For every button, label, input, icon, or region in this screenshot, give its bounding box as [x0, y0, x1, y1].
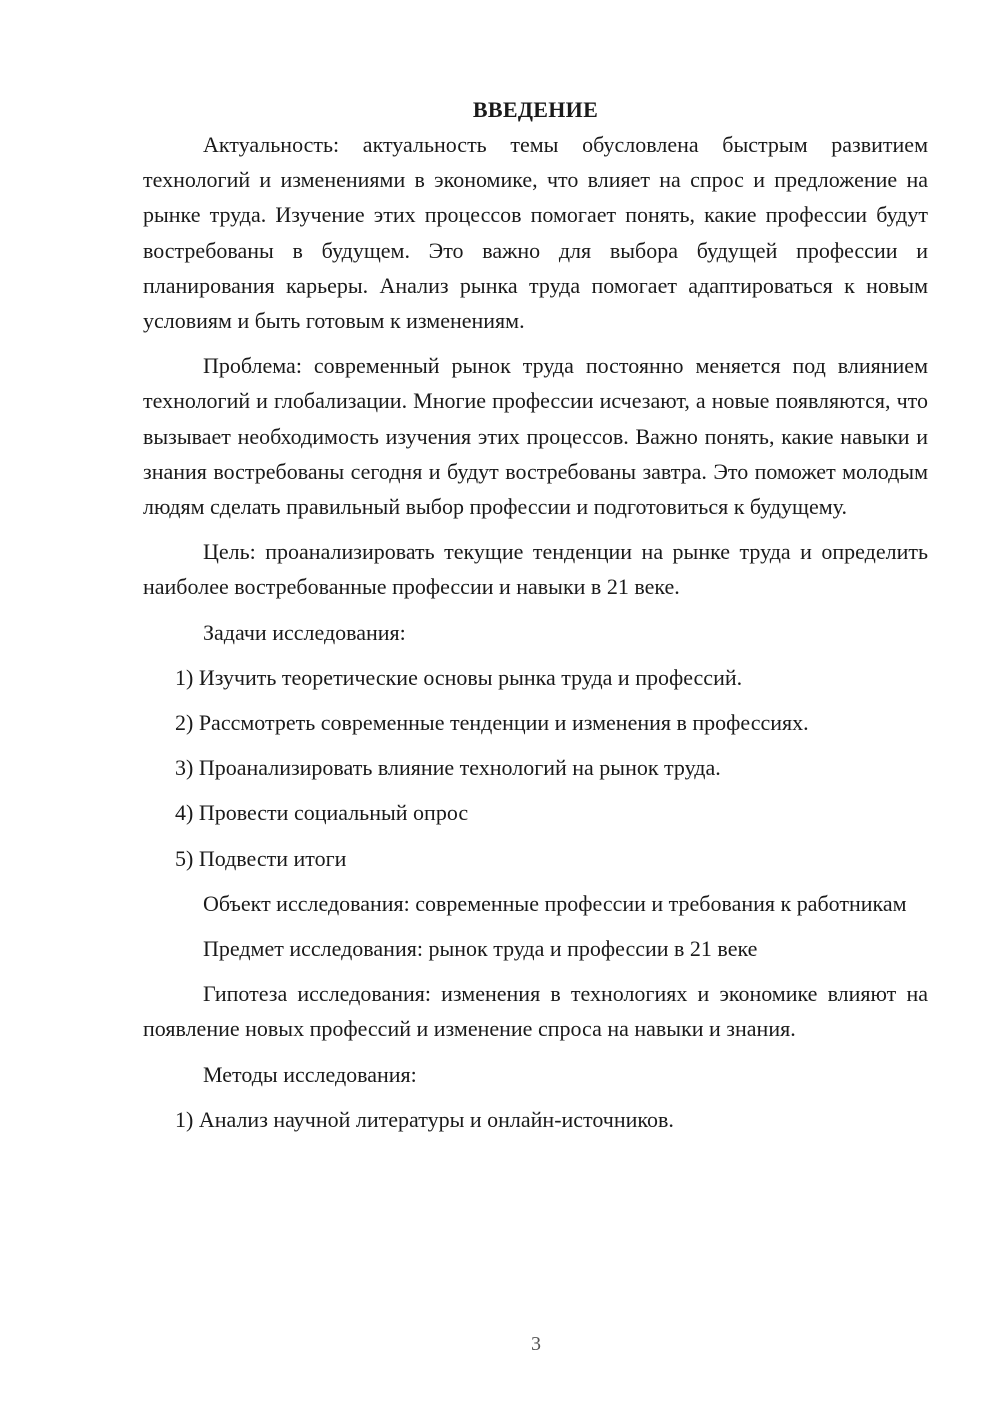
- task-item-2: 2) Рассмотреть современные тенденции и изменения в профессиях.: [175, 710, 809, 736]
- methods-heading: Методы исследования:: [203, 1061, 417, 1087]
- task-item-5: 5) Подвести итоги: [175, 845, 347, 871]
- problem-paragraph: Проблема: современный рынок труда постоянно меняется под влиянием технологий и глобализации. Многие профессии исчезают, а новые появляются, что вызывает необходимость изучения этих процессов. Важно понять, какие навыки и знания востребованы сегодня и будут востребованы завтра. Это поможет молодым людям сделать правильный выбор профессии и подготовиться к будущему.: [143, 353, 928, 520]
- method-item-1: 1) Анализ научной литературы и онлайн-источников.: [175, 1106, 674, 1132]
- hypothesis-paragraph: Гипотеза исследования: изменения в технологиях и экономике влияют на появление новых профессий и изменение спроса на навыки и знания.: [143, 981, 928, 1042]
- section-title: ВВЕДЕНИЕ: [472, 97, 599, 122]
- task-item-4: 4) Провести социальный опрос: [175, 800, 469, 826]
- goal-paragraph: Цель: проанализировать текущие тенденции на рынке труда и определить наиболее востребованные профессии и навыки в 21 веке.: [143, 539, 928, 600]
- tasks-heading: Задачи исследования:: [203, 619, 406, 645]
- relevance-paragraph: Актуальность: актуальность темы обусловлена быстрым развитием технологий и изменениями в экономике, что влияет на спрос и предложение на рынке труда. Изучение этих процессов помогает понять, какие профессии будут востребованы в будущем. Это важно для выбора будущей профессии и планирования карьеры. Анализ рынка труда помогает адаптироваться к новым условиям и быть готовым к изменениям.: [143, 132, 928, 334]
- document-page: [143, 92, 928, 1147]
- page-number: 3: [531, 1333, 541, 1355]
- object-paragraph: Объект исследования: современные профессии и требования к работникам: [203, 890, 907, 916]
- subject-paragraph: Предмет исследования: рынок труда и профессии в 21 веке: [203, 936, 758, 962]
- task-item-1: 1) Изучить теоретические основы рынка труда и профессий.: [175, 664, 743, 690]
- task-item-3: 3) Проанализировать влияние технологий на рынок труда.: [175, 755, 721, 781]
